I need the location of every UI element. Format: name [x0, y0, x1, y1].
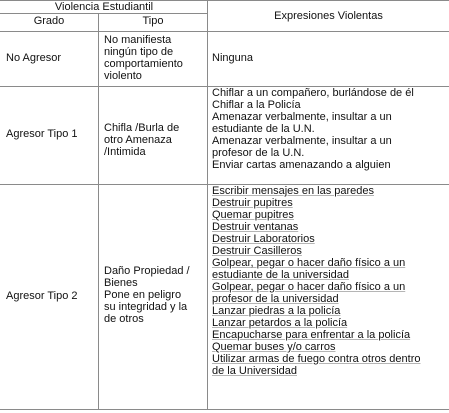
bottom-rule	[0, 409, 449, 410]
expresion-line: Destruir pupitres	[212, 197, 293, 209]
expresiones-cell	[212, 52, 253, 64]
group-title: Violencia Estudiantil	[54, 1, 154, 13]
header-bottom-rule	[0, 31, 449, 32]
group-header-rule	[0, 13, 208, 14]
expresion-line: Destruir ventanas	[212, 221, 299, 233]
column-divider-2	[207, 0, 208, 410]
expresion-line: Golpear, pegar o hacer daño físico a un	[212, 281, 406, 293]
expresion-line: estudiante de la universidad	[212, 269, 349, 281]
expresion-line: profesor de la universidad	[212, 293, 339, 305]
expresion-line: Lanzar petardos a la policía	[212, 317, 348, 329]
col-header-grado: Grado	[33, 15, 65, 27]
grado-cell: Agresor Tipo 1	[6, 128, 78, 140]
expresion-line: estudiante de la U.N.	[212, 123, 315, 135]
tipo-cell	[104, 265, 190, 325]
tipo-line: comportamiento	[104, 58, 183, 70]
expresion-line: Utilizar armas de fuego contra otros dentro	[212, 353, 421, 365]
tipo-cell	[104, 34, 183, 82]
tipo-line: de otros	[104, 313, 144, 325]
tipo-line: otro Amenaza	[104, 134, 172, 146]
column-divider-1	[98, 14, 99, 410]
grado-cell: No Agresor	[6, 52, 62, 64]
expresion-line: de la Universidad	[212, 365, 297, 377]
tipo-line: Pone en peligro	[104, 289, 182, 301]
expresion-line: Enviar cartas amenazando a alguien	[212, 159, 391, 171]
tipo-line: /Intimida	[104, 146, 146, 158]
col-header-expresiones: Expresiones Violentas	[274, 10, 383, 22]
col-header-tipo: Tipo	[142, 15, 164, 27]
tipo-line: ningún tipo de	[104, 46, 174, 58]
tipo-line: No manifiesta	[104, 34, 172, 46]
expresion-line: Golpear, pegar o hacer daño físico a un	[212, 257, 406, 269]
tipo-line: Daño Propiedad /	[104, 265, 190, 277]
expresiones-cell	[212, 87, 414, 171]
expresion-line: Destruir Laboratorios	[212, 233, 315, 245]
tipo-line: Chifla /Burla de	[104, 122, 180, 134]
expresion-line: Quemar pupitres	[212, 209, 294, 221]
tipo-cell	[104, 122, 179, 158]
expresiones-cell	[212, 185, 421, 377]
tipo-line: violento	[104, 70, 142, 82]
expresion-line: Destruir Casilleros	[212, 245, 302, 257]
expresion-line: Chiflar a un compañero, burlándose de él	[212, 87, 414, 99]
expresion-line: Quemar buses y/o carros	[212, 341, 336, 353]
expresion-line: Lanzar piedras a la policía	[212, 305, 341, 317]
tipo-line: Bienes	[104, 277, 138, 289]
tipo-line: su integridad y la	[104, 301, 188, 313]
expresion-line: Chiflar a la Policía	[212, 99, 301, 111]
expresion-line: Ninguna	[212, 52, 253, 64]
expresion-line: Amenazar verbalmente, insultar a un	[212, 135, 392, 147]
expresion-line: Escribir mensajes en las paredes	[212, 185, 375, 197]
expresion-line: profesor de la U.N.	[212, 147, 305, 159]
expresion-line: Encapucharse para enfrentar a la policía	[212, 329, 411, 341]
grado-cell: Agresor Tipo 2	[6, 290, 78, 302]
expresion-line: Amenazar verbalmente, insultar a un	[212, 111, 392, 123]
